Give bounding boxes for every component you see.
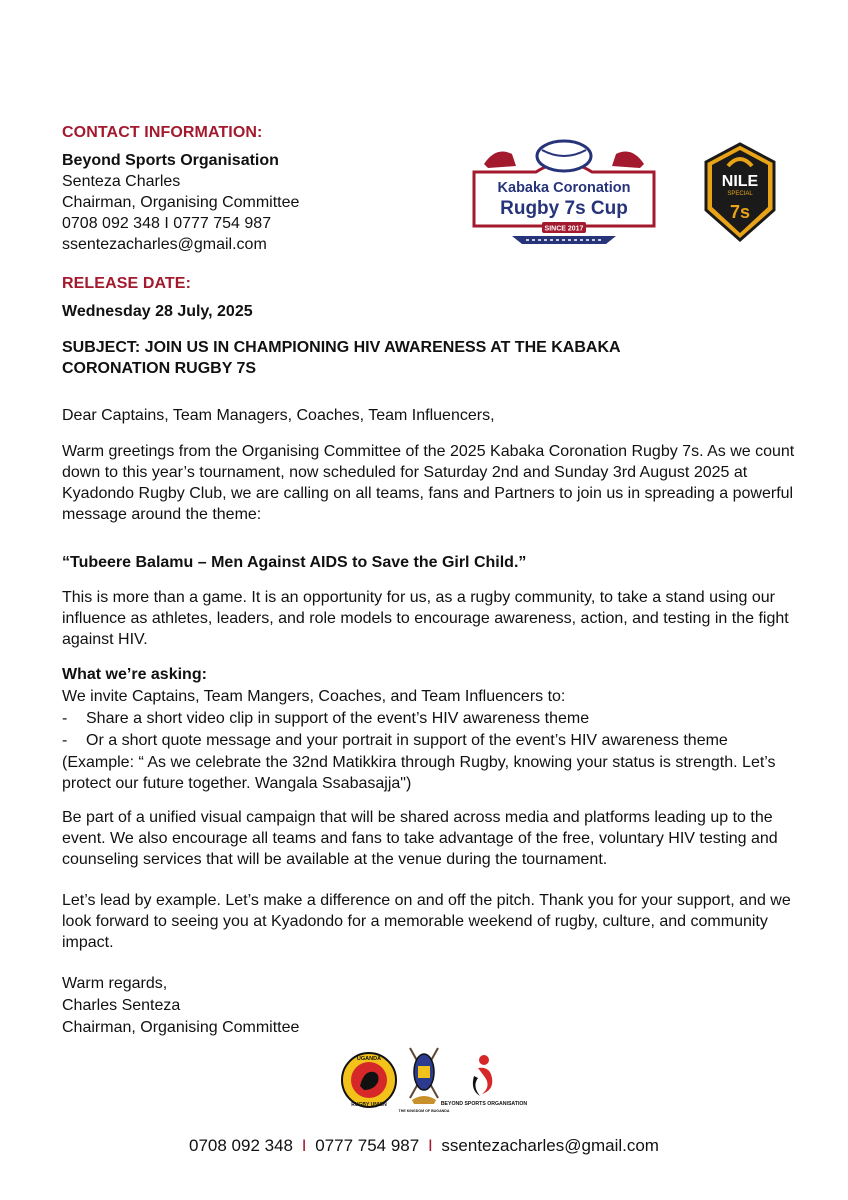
bullet-dash: -: [62, 732, 68, 749]
contact-email: ssentezacharles@gmail.com: [62, 236, 267, 253]
footer-separator: I: [427, 1136, 433, 1155]
uru-logo-bottom: RUGBY UNION: [351, 1102, 387, 1108]
footer-email: ssentezacharles@gmail.com: [441, 1136, 659, 1155]
buganda-caption: THE KINGDOM OF BUGANDA: [398, 1109, 450, 1113]
bso-caption: BEYOND SPORTS ORGANISATION: [440, 1101, 528, 1107]
left-bull-icon: [484, 152, 516, 168]
asking-bullet-1-text: Share a short video clip in support of the event’s HIV awareness theme: [86, 710, 590, 727]
beyond-sports-organisation-logo: [440, 1050, 528, 1114]
subject-line-2: CORONATION RUGBY 7S: [62, 360, 257, 377]
nile-logo-special: SPECIAL: [727, 191, 753, 197]
uru-logo-top: UGANDA: [356, 1056, 382, 1062]
more-than-a-game-paragraph: This is more than a game. It is an opportunity for us, as a rugby community, to take a stand using our influence as athletes, leaders, and role models to encourage awareness, action, and testing in the fight against HIV.: [62, 589, 789, 648]
nile-logo-word: NILE: [721, 173, 759, 190]
contact-role: Chairman, Organising Committee: [62, 194, 300, 211]
contact-organisation: Beyond Sports Organisation: [62, 152, 279, 169]
signer-name: Charles Senteza: [62, 997, 181, 1014]
footer-phone-2: 0777 754 987: [315, 1136, 420, 1155]
kabaka-logo-line-1: Kabaka Coronation: [497, 180, 631, 196]
contact-name: Senteza Charles: [62, 173, 181, 190]
figure-head-icon: [479, 1055, 489, 1065]
asking-bullet-2: [62, 730, 802, 751]
bullet-dash: -: [62, 710, 68, 727]
asking-intro: We invite Captains, Team Mangers, Coaches, and Team Influencers to:: [62, 688, 566, 705]
release-heading: RELEASE DATE:: [62, 275, 192, 292]
salutation: Dear Captains, Team Managers, Coaches, Team Influencers,: [62, 407, 495, 424]
campaign-paragraph: Be part of a unified visual campaign that will be shared across media and platforms leading up to the event. We also encourage all teams and fans to take advantage of the free, voluntary HIV testing and counseling services that will be available at the venue during the tournament.: [62, 809, 778, 868]
kabaka-logo-since: SINCE 2017: [544, 225, 584, 233]
asking-bullet-2-text: Or a short quote message and your portrait in support of the event’s HIV awareness theme: [86, 732, 728, 749]
footer-separator: I: [301, 1136, 307, 1155]
kabaka-logo-line-2: Rugby 7s Cup: [500, 198, 628, 219]
asking-heading: What we’re asking:: [62, 666, 207, 683]
release-date: Wednesday 28 July, 2025: [62, 303, 253, 320]
nile-logo-7s: 7s: [729, 202, 751, 222]
intro-paragraph: Warm greetings from the Organising Committee of the 2025 Kabaka Coronation Rugby 7s. As we count down to this year’s tournament, now scheduled for Saturday 2nd and Sunday 3rd August 2025 at Kyadondo Rugby Club, we are calling on all teams, fans and Partners to join us in spreading a powerful message around the theme:: [62, 443, 795, 523]
subject-line-1: SUBJECT: JOIN US IN CHAMPIONING HIV AWARENESS AT THE KABAKA: [62, 339, 621, 356]
contact-heading: CONTACT INFORMATION:: [62, 124, 263, 141]
asking-bullet-1: [62, 708, 802, 729]
uganda-rugby-union-logo: [340, 1048, 398, 1112]
signer-role: Chairman, Organising Committee: [62, 1019, 300, 1036]
kingdom-of-buganda-logo: [398, 1044, 450, 1120]
theme-statement: “Tubeere Balamu – Men Against AIDS to Save the Girl Child.”: [62, 554, 527, 571]
footer-contact: [0, 1136, 848, 1156]
example-quote: (Example: “ As we celebrate the 32nd Matikkira through Rugby, knowing your status is strength. Let’s protect our future together. Wangala Ssabasajja"): [62, 754, 776, 792]
footer-phone-1: 0708 092 348: [189, 1136, 293, 1155]
lead-paragraph: Let’s lead by example. Let’s make a difference on and off the pitch. Thank you for your support, and we look forward to seeing you at Kyadondo for a memorable weekend of rugby, culture, and community impact.: [62, 892, 791, 951]
nile-special-logo: [702, 142, 778, 242]
kabaka-coronation-logo: [466, 136, 662, 256]
closing: Warm regards,: [62, 975, 168, 992]
right-bull-icon: [612, 152, 644, 168]
lion-icon: [412, 1096, 436, 1104]
contact-phones: 0708 092 348 I 0777 754 987: [62, 215, 272, 232]
